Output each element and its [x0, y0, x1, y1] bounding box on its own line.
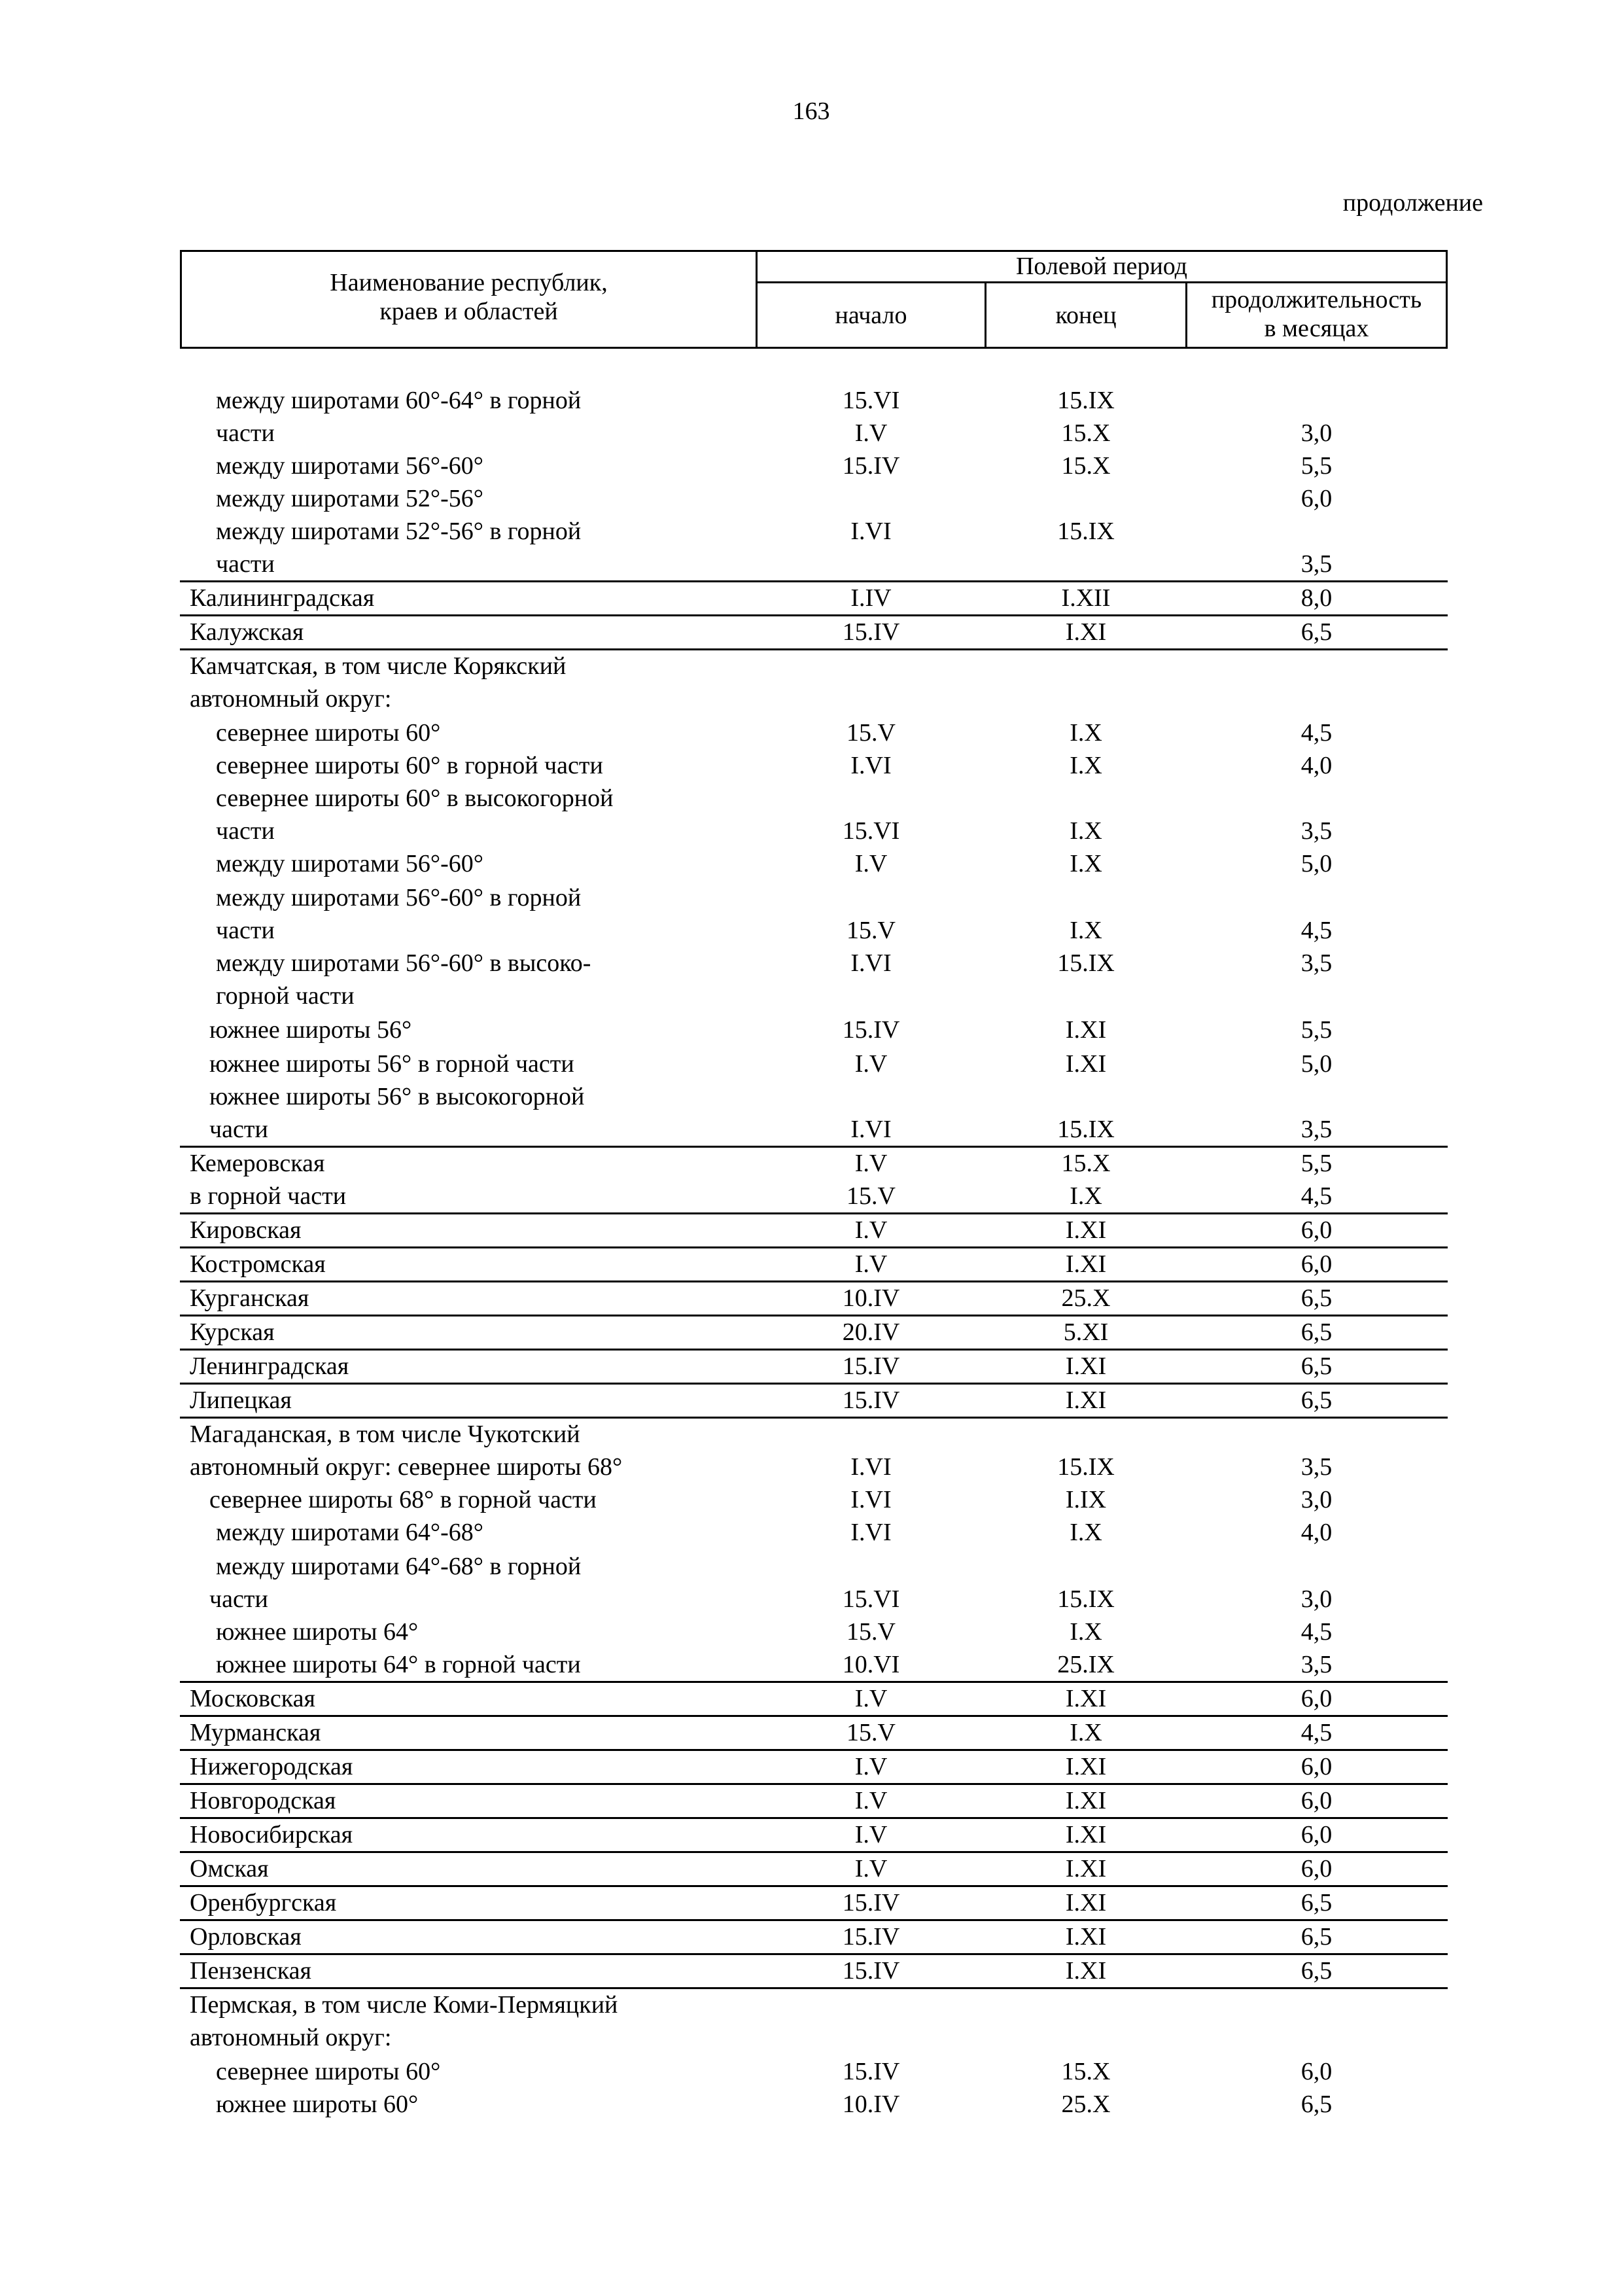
row-start: I.VI	[850, 1116, 892, 1143]
row-name: Камчатская, в том числе Корякский	[190, 652, 567, 680]
row-end: 15.IX	[1057, 387, 1115, 414]
row-end: 5.XI	[1063, 1318, 1109, 1346]
row-name: севернее широты 60° в высокогорной	[216, 785, 614, 812]
row-name: Калужская	[190, 618, 304, 646]
row-end: I.X	[1070, 917, 1102, 944]
row-start: 15.IV	[842, 1386, 900, 1414]
row-name: Пензенская	[190, 1957, 311, 1985]
row-end: I.XI	[1065, 1753, 1107, 1780]
row-name: между широтами 64°-68°	[216, 1519, 483, 1546]
row-end: I.XI	[1065, 1685, 1107, 1712]
row-duration: 3,0	[1300, 1486, 1333, 1513]
row-end: 25.X	[1061, 1284, 1111, 1312]
row-start: 15.VI	[842, 1585, 900, 1613]
row-start: I.VI	[850, 1453, 892, 1481]
row-duration: 6,5	[1300, 2091, 1333, 2118]
row-start: I.V	[854, 1821, 888, 1848]
row-name: севернее широты 60°	[216, 2058, 441, 2085]
row-divider	[180, 1987, 1448, 1989]
row-start: I.VI	[850, 752, 892, 779]
row-start: 15.VI	[842, 387, 900, 414]
row-name: части	[209, 1585, 268, 1613]
row-duration: 6,5	[1300, 1957, 1333, 1985]
row-start: 15.IV	[842, 1889, 900, 1916]
row-end: 15.IX	[1057, 1453, 1115, 1481]
row-divider	[180, 1681, 1448, 1683]
row-duration: 6,0	[1300, 1753, 1333, 1780]
row-end: I.XI	[1065, 1889, 1107, 1916]
row-duration: 6,0	[1300, 2058, 1333, 2085]
row-start: I.IV	[850, 584, 892, 612]
row-name: автономный округ:	[190, 2024, 392, 2051]
row-end: 15.IX	[1057, 518, 1115, 545]
row-name: Костромская	[190, 1250, 326, 1278]
row-divider	[180, 1715, 1448, 1717]
row-divider	[180, 1315, 1448, 1316]
row-duration: 6,0	[1300, 1250, 1333, 1278]
row-start: I.VI	[850, 1519, 892, 1546]
row-divider	[180, 1417, 1448, 1419]
row-divider	[180, 1783, 1448, 1785]
row-name: части	[216, 550, 275, 578]
row-start: I.V	[854, 1685, 888, 1712]
row-name: между широтами 52°-56°	[216, 485, 483, 512]
row-name: южнее широты 64°	[216, 1618, 419, 1646]
row-start: 15.IV	[842, 2058, 900, 2085]
continuation-label: продолжение	[1342, 189, 1483, 217]
row-duration: 8,0	[1300, 584, 1333, 612]
row-duration: 6,5	[1300, 1386, 1333, 1414]
row-duration: 6,0	[1300, 1685, 1333, 1712]
row-duration: 6,0	[1300, 485, 1333, 512]
row-duration: 4,5	[1300, 1719, 1333, 1746]
row-start: 15.V	[846, 1719, 896, 1746]
row-divider	[180, 1749, 1448, 1751]
row-name: между широтами 56°-60°	[216, 452, 483, 480]
row-start: I.VI	[850, 1486, 892, 1513]
row-name: части	[216, 419, 275, 447]
row-duration: 6,5	[1300, 1318, 1333, 1346]
row-start: I.V	[854, 1753, 888, 1780]
row-duration: 6,5	[1300, 1923, 1333, 1951]
row-name: Омская	[190, 1855, 269, 1882]
row-name: горной части	[216, 982, 355, 1010]
row-name: Кировская	[190, 1216, 302, 1244]
page-number: 163	[792, 97, 830, 125]
header-start: начало	[835, 302, 907, 329]
row-end: 15.X	[1061, 2058, 1111, 2085]
row-divider	[180, 1953, 1448, 1955]
row-name: части	[209, 1116, 268, 1143]
row-start: 15.IV	[842, 452, 900, 480]
row-divider	[180, 1919, 1448, 1921]
row-duration: 3,0	[1300, 419, 1333, 447]
row-divider	[180, 1817, 1448, 1819]
row-name: Курская	[190, 1318, 275, 1346]
row-name: Магаданская, в том числе Чукотский	[190, 1421, 580, 1448]
row-name: автономный округ: севернее широты 68°	[190, 1453, 623, 1481]
row-name: между широтами 60°-64° в горной	[216, 387, 582, 414]
header-duration-line2: в месяцах	[1264, 315, 1369, 342]
row-name: Липецкая	[190, 1386, 292, 1414]
row-start: I.V	[854, 1855, 888, 1882]
row-name: Новосибирская	[190, 1821, 353, 1848]
row-name: Орловская	[190, 1923, 302, 1951]
row-start: 15.IV	[842, 618, 900, 646]
row-end: I.XI	[1065, 1923, 1107, 1951]
row-start: 10.VI	[842, 1651, 900, 1678]
row-name: севернее широты 68° в горной части	[209, 1486, 597, 1513]
row-start: 10.IV	[842, 2091, 900, 2118]
row-name: южнее широты 60°	[216, 2091, 419, 2118]
row-end: I.X	[1070, 1519, 1102, 1546]
row-divider	[180, 1212, 1448, 1214]
row-duration: 4,0	[1300, 752, 1333, 779]
row-duration: 3,5	[1300, 1453, 1333, 1481]
row-duration: 6,5	[1300, 1352, 1333, 1380]
row-name: Кемеровская	[190, 1150, 325, 1177]
row-name: в горной части	[190, 1182, 347, 1210]
row-start: I.V	[854, 1787, 888, 1814]
row-name: Нижегородская	[190, 1753, 353, 1780]
row-duration: 4,5	[1300, 1618, 1333, 1646]
row-duration: 5,5	[1300, 1016, 1333, 1044]
row-start: I.V	[854, 1216, 888, 1244]
row-end: 15.IX	[1057, 1585, 1115, 1613]
row-duration: 3,5	[1300, 817, 1333, 845]
row-name: между широтами 64°-68° в горной	[216, 1553, 582, 1580]
row-duration: 5,5	[1300, 452, 1333, 480]
row-end: I.XI	[1065, 1821, 1107, 1848]
row-end: I.XI	[1065, 1216, 1107, 1244]
row-duration: 5,0	[1300, 850, 1333, 877]
row-name: автономный округ:	[190, 685, 392, 713]
row-duration: 6,5	[1300, 618, 1333, 646]
row-name: Калининградская	[190, 584, 375, 612]
row-duration: 6,5	[1300, 1889, 1333, 1916]
row-duration: 4,5	[1300, 1182, 1333, 1210]
row-start: I.V	[854, 850, 888, 877]
row-end: 25.IX	[1057, 1651, 1115, 1678]
row-divider	[180, 648, 1448, 650]
row-duration: 3,5	[1300, 550, 1333, 578]
row-divider	[180, 1851, 1448, 1853]
row-start: 15.V	[846, 1182, 896, 1210]
row-name: части	[216, 817, 275, 845]
row-name: между широтами 56°-60° в высоко-	[216, 949, 591, 977]
row-end: I.X	[1070, 1182, 1102, 1210]
row-start: 15.IV	[842, 1352, 900, 1380]
header-duration-line1: продолжительность	[1211, 286, 1422, 313]
row-end: I.XI	[1065, 1250, 1107, 1278]
row-name: севернее широты 60°	[216, 719, 441, 747]
row-name: Московская	[190, 1685, 316, 1712]
row-duration: 3,5	[1300, 949, 1333, 977]
row-duration: 4,5	[1300, 917, 1333, 944]
row-start: I.V	[854, 1050, 888, 1078]
row-start: I.VI	[850, 949, 892, 977]
row-duration: 3,5	[1300, 1651, 1333, 1678]
row-end: 25.X	[1061, 2091, 1111, 2118]
row-start: 15.IV	[842, 1016, 900, 1044]
row-end: 15.IX	[1057, 1116, 1115, 1143]
row-end: I.X	[1070, 752, 1102, 779]
row-end: 15.IX	[1057, 949, 1115, 977]
row-start: I.V	[854, 1150, 888, 1177]
row-start: 20.IV	[842, 1318, 900, 1346]
row-duration: 6,5	[1300, 1284, 1333, 1312]
row-duration: 3,5	[1300, 1116, 1333, 1143]
row-name: южнее широты 64° в горной части	[216, 1651, 581, 1678]
row-end: I.XI	[1065, 1386, 1107, 1414]
row-divider	[180, 1146, 1448, 1148]
row-divider	[180, 1885, 1448, 1887]
row-end: I.XII	[1061, 584, 1111, 612]
row-end: I.XI	[1065, 1050, 1107, 1078]
row-name: Ленинградская	[190, 1352, 349, 1380]
row-name: южнее широты 56° в высокогорной	[209, 1083, 585, 1110]
row-start: I.VI	[850, 518, 892, 545]
row-name: Пермская, в том числе Коми-Пермяцкий	[190, 1991, 618, 2019]
row-start: I.V	[854, 1250, 888, 1278]
row-name: между широтами 56°-60°	[216, 850, 483, 877]
row-name: части	[216, 917, 275, 944]
row-divider	[180, 1280, 1448, 1282]
row-divider	[180, 614, 1448, 616]
row-name: Оренбургская	[190, 1889, 337, 1916]
row-end: I.XI	[1065, 1787, 1107, 1814]
row-name: севернее широты 60° в горной части	[216, 752, 603, 779]
row-end: I.X	[1070, 1618, 1102, 1646]
header-end: конец	[1055, 302, 1117, 329]
row-duration: 6,0	[1300, 1216, 1333, 1244]
row-duration: 3,0	[1300, 1585, 1333, 1613]
row-end: I.XI	[1065, 1352, 1107, 1380]
row-start: 15.IV	[842, 1923, 900, 1951]
row-duration: 5,0	[1300, 1050, 1333, 1078]
row-name: между широтами 52°-56° в горной	[216, 518, 582, 545]
row-name: Мурманская	[190, 1719, 321, 1746]
row-start: 10.IV	[842, 1284, 900, 1312]
row-duration: 6,0	[1300, 1855, 1333, 1882]
row-end: I.X	[1070, 719, 1102, 747]
row-name: южнее широты 56°	[209, 1016, 412, 1044]
row-end: I.X	[1070, 850, 1102, 877]
row-end: I.X	[1070, 1719, 1102, 1746]
row-end: I.XI	[1065, 1855, 1107, 1882]
row-name: Новгородская	[190, 1787, 336, 1814]
header-name-line2: краев и областей	[379, 298, 558, 325]
row-start: 15.VI	[842, 817, 900, 845]
row-divider	[180, 1383, 1448, 1385]
row-divider	[180, 1246, 1448, 1248]
row-end: I.XI	[1065, 618, 1107, 646]
row-name: Курганская	[190, 1284, 309, 1312]
row-end: I.XI	[1065, 1016, 1107, 1044]
header-field-period: Полевой период	[1015, 253, 1188, 280]
row-name: между широтами 56°-60° в горной	[216, 884, 582, 911]
header-name-line1: Наименование республик,	[330, 269, 608, 296]
row-name: южнее широты 56° в горной части	[209, 1050, 574, 1078]
row-divider	[180, 580, 1448, 582]
row-start: 15.V	[846, 917, 896, 944]
row-start: 15.V	[846, 1618, 896, 1646]
row-end: I.X	[1070, 817, 1102, 845]
row-duration: 5,5	[1300, 1150, 1333, 1177]
row-duration: 6,0	[1300, 1787, 1333, 1814]
row-end: I.XI	[1065, 1957, 1107, 1985]
row-end: I.IX	[1065, 1486, 1107, 1513]
row-end: 15.X	[1061, 1150, 1111, 1177]
row-duration: 4,0	[1300, 1519, 1333, 1546]
row-end: 15.X	[1061, 452, 1111, 480]
row-start: 15.V	[846, 719, 896, 747]
row-duration: 4,5	[1300, 719, 1333, 747]
row-duration: 6,0	[1300, 1821, 1333, 1848]
row-start: 15.IV	[842, 1957, 900, 1985]
row-divider	[180, 1349, 1448, 1351]
row-start: I.V	[854, 419, 888, 447]
row-end: 15.X	[1061, 419, 1111, 447]
